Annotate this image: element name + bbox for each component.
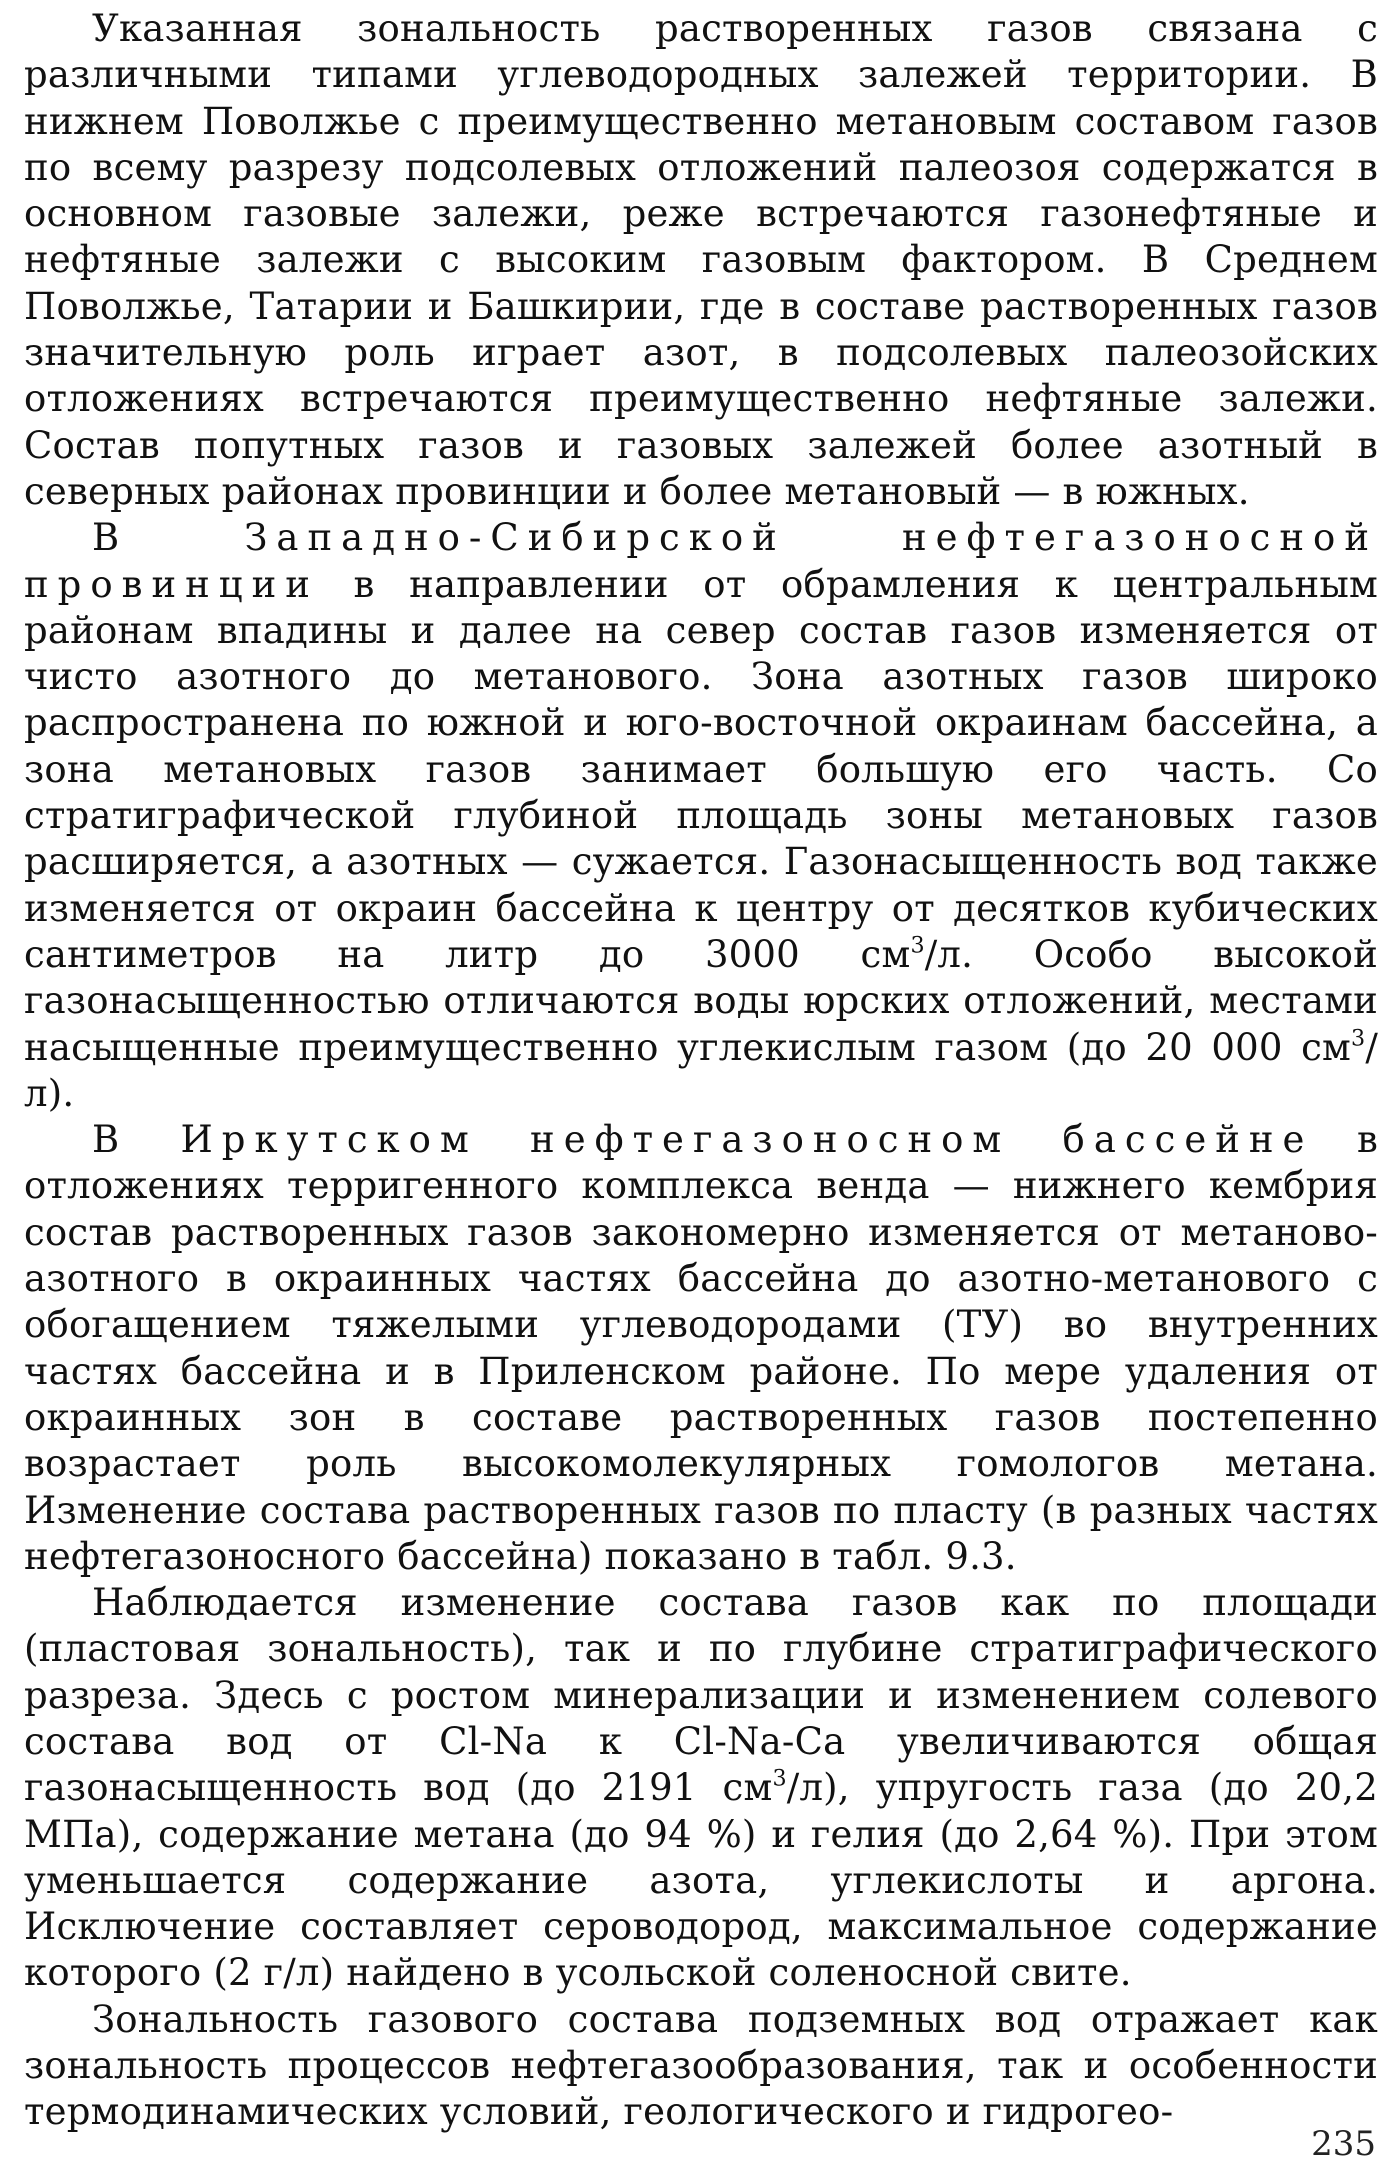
emphasis-west-siberian-province: В Западно-Сибирской нефтегазоносной провинции (24, 516, 1378, 606)
paragraph-2-text-2: /л. Особо высокой газонасыщенностью отличаются воды юрских отложений, местами насыщенные преимущественно углекислым газом (до 20 000 см (24, 932, 1378, 1069)
page-number: 235 (1311, 2124, 1376, 2164)
superscript-3: 3 (772, 1765, 787, 1792)
paragraph-4-text-2: /л), упругость газа (до 20,2 МПа), содержание метана (до 94 %) и гелия (до 2,64 %). При этом уменьшается содержание азота, углекислоты и аргона. Исключение составляет сероводород, максимальное содержание которого (2 г/л) найдено в усольской соленосной свите. (24, 1766, 1378, 1995)
paragraph-5: Зональность газового состава подземных вод отражает как зональность процессов нефтегазообразования, так и особенности термодинамических условий, геологического и гидрогео- (24, 1997, 1378, 2134)
superscript-3: 3 (1351, 1025, 1366, 1052)
paragraph-3-text: в отложениях терригенного комплекса венда — нижнего кембрия состав растворенных газов закономерно изменяется от метаново-азотного в окраинных частях бассейна до азотно-метанового с обогащением тяжелыми углеводородами (ТУ) во внутренних частях бассейна и в Приленском районе. По мере удаления от окраинных зон в составе растворенных газов постепенно возрастает роль высокомолекулярных гомологов метана. Изменение состава растворенных газов по пласту (в разных частях нефтегазоносного бассейна) показано в табл. 9.3. (24, 1118, 1378, 1578)
paragraph-2-text-3: /л). (24, 1025, 1378, 1115)
paragraph-3 (24, 1117, 1378, 1580)
paragraph-4-text-1: Наблюдается изменение состава газов как по площади (пластовая зональность), так и по глубине стратиграфического разреза. Здесь с ростом минерализации и изменением солевого состава вод от Cl-Na к Cl-Na-Ca увеличиваются общая газонасыщенность вод (до 2191 см (24, 1581, 1378, 1810)
paragraph-2 (24, 515, 1378, 1117)
page-text (24, 6, 1378, 2136)
paragraph-2-text-1: в направлении от обрамления к центральным районам впадины и далее на север состав газов изменяется от чисто азотного до метанового. Зона азотных газов широко распространена по южной и юго-восточной окраинам бассейна, а зона метановых газов занимает большую его часть. Со стратиграфической глубиной площадь зоны метановых газов расширяется, а азотных — сужается. Газонасыщенность вод также изменяется от окраин бассейна к центру от десятков кубических сантиметров на литр до 3000 см (24, 562, 1378, 976)
paragraph-4 (24, 1580, 1378, 1997)
emphasis-irkutsk-basin: В Иркутском нефтегазоносном бассейне (92, 1118, 1314, 1162)
paragraph-1: Указанная зональность растворенных газов связана с различными типами углеводородных залежей территории. В нижнем Поволжье с преимущественно метановым составом газов по всему разрезу подсолевых отложений палеозоя содержатся в основном газовые залежи, реже встречаются газонефтяные и нефтяные залежи с высоким газовым фактором. В Среднем Поволжье, Татарии и Башкирии, где в составе растворенных газов значительную роль играет азот, в подсолевых палеозойских отложениях встречаются преимущественно нефтяные залежи. Состав попутных газов и газовых залежей более азотный в северных районах провинции и более метановый — в южных. (24, 7, 1378, 513)
superscript-3: 3 (910, 932, 925, 959)
